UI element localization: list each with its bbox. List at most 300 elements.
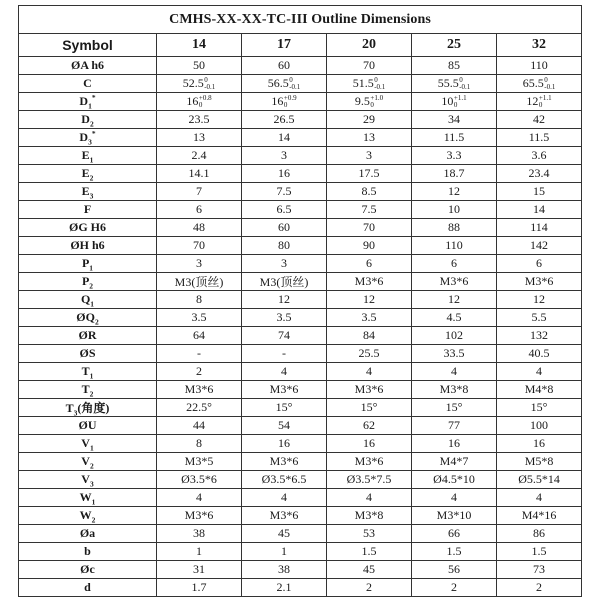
value-cell [412, 345, 497, 363]
value-text: 50 [193, 58, 205, 72]
value-text: - [282, 346, 286, 360]
value-cell [412, 435, 497, 453]
table-row [19, 165, 582, 183]
value-text: 45 [363, 562, 375, 576]
table-row [19, 183, 582, 201]
value-text: M3*6 [439, 274, 469, 288]
value-cell [497, 345, 582, 363]
value-text: 4 [536, 364, 543, 378]
table-row [19, 147, 582, 165]
value-text: 6.5 [276, 202, 292, 216]
value-text: 51.5 [352, 75, 374, 90]
value-text: 88 [448, 220, 460, 234]
value-cell [327, 579, 412, 597]
value-text: 6 [196, 202, 202, 216]
value-cell [327, 345, 412, 363]
value-text: Ø5.5*14 [518, 472, 560, 486]
value-cell [412, 57, 497, 75]
symbol-cell [19, 345, 157, 363]
value-text: 2 [451, 580, 457, 594]
symbol-cell [19, 165, 157, 183]
value-cell [497, 201, 582, 219]
symbol-subscript: 2 [89, 461, 94, 471]
value-cell [327, 129, 412, 147]
value-text: 12 [363, 292, 375, 306]
value-cell [412, 327, 497, 345]
symbol-subscript: 1 [89, 443, 94, 453]
value-cell [242, 579, 327, 597]
tolerance-lower: -0.1 [204, 83, 216, 92]
symbol-cell [19, 435, 157, 453]
symbol-text: V [81, 454, 90, 468]
table-row [19, 219, 582, 237]
table-row [19, 561, 582, 579]
value-cell [412, 525, 497, 543]
tolerance-lower: 0 [453, 101, 458, 110]
symbol-cell [19, 309, 157, 327]
tolerance [370, 95, 383, 109]
value-cell [327, 165, 412, 183]
value-cell [327, 255, 412, 273]
table-row [19, 273, 582, 291]
value-cell [412, 273, 497, 291]
value-text: 16 [448, 436, 460, 450]
value-cell [242, 435, 327, 453]
value-text: 84 [363, 328, 375, 342]
value-cell [157, 525, 242, 543]
symbol-cell [19, 399, 157, 417]
value-text: 74 [278, 328, 290, 342]
table-row [19, 435, 582, 453]
value-cell [497, 309, 582, 327]
value-text: 4 [366, 490, 372, 504]
value-cell [497, 435, 582, 453]
value-text: 7 [196, 184, 202, 198]
value-cell [242, 309, 327, 327]
tolerance-lower: -0.1 [459, 83, 471, 92]
value-cell [327, 309, 412, 327]
symbol-cell [19, 255, 157, 273]
value-text: M3*6 [269, 508, 299, 522]
symbol-subscript: 1 [89, 371, 94, 381]
symbol-text: ØH h6 [70, 238, 105, 252]
value-cell [497, 579, 582, 597]
value-text: 110 [445, 238, 463, 252]
value-text: M3*8 [439, 382, 469, 396]
value-cell [327, 93, 412, 111]
table-row [19, 327, 582, 345]
tolerance-upper: +1.0 [370, 94, 384, 103]
symbol-text: d [84, 580, 91, 594]
value-text: 29 [363, 112, 375, 126]
value-cell [157, 147, 242, 165]
value-text: 11.5 [443, 130, 465, 144]
value-text: 6 [536, 256, 543, 270]
value-text: 9.5 [354, 93, 370, 108]
tolerance-upper: 0 [289, 76, 293, 85]
value-text: 4 [536, 490, 543, 504]
symbol-suffix: (角度) [77, 401, 110, 415]
value-text: 132 [530, 328, 549, 342]
header-row [19, 34, 582, 57]
value-text: 100 [530, 418, 549, 432]
value-cell [497, 255, 582, 273]
value-cell [327, 147, 412, 165]
value-cell [412, 183, 497, 201]
value-text: 22.5° [186, 400, 212, 414]
value-text: 80 [278, 238, 290, 252]
value-text: 60 [278, 220, 290, 234]
value-cell [242, 453, 327, 471]
value-text: 62 [363, 418, 375, 432]
value-text: Ø3.5*6 [181, 472, 217, 486]
value-text: 14 [533, 202, 546, 216]
symbol-cell [19, 147, 157, 165]
value-cell [242, 471, 327, 489]
symbol-cell [19, 525, 157, 543]
value-cell [412, 129, 497, 147]
symbol-text: ØQ [76, 310, 95, 324]
value-text: M3*6 [354, 382, 384, 396]
table-row [19, 507, 582, 525]
table-row [19, 57, 582, 75]
value-cell [157, 363, 242, 381]
tolerance-upper: +1.1 [538, 94, 552, 103]
value-text: 102 [445, 328, 463, 342]
symbol-text: ØG H6 [68, 220, 106, 234]
value-text: M3*6 [269, 382, 299, 396]
value-text: 2 [196, 364, 202, 378]
value-cell [497, 183, 582, 201]
value-text: 70 [363, 220, 375, 234]
title-row [19, 6, 582, 34]
value-text: M3(顶丝) [174, 275, 224, 289]
value-cell [327, 219, 412, 237]
table-body [19, 57, 582, 597]
tolerance [459, 77, 470, 91]
value-cell [157, 489, 242, 507]
value-text: 85 [448, 58, 460, 72]
symbol-cell [19, 219, 157, 237]
value-cell [327, 111, 412, 129]
value-text: M4*8 [524, 382, 554, 396]
value-cell [497, 327, 582, 345]
symbol-text: ØS [79, 346, 96, 360]
tolerance-upper: 0 [544, 76, 548, 85]
value-text: M5*8 [524, 454, 554, 468]
value-cell [242, 129, 327, 147]
value-cell [497, 237, 582, 255]
symbol-subscript: 3 [89, 479, 94, 489]
value-text: 12 [533, 292, 546, 306]
tolerance-upper: 0 [374, 76, 378, 85]
symbol-cell [19, 363, 157, 381]
value-text: M4*7 [439, 454, 469, 468]
value-text: 2.1 [276, 580, 292, 594]
symbol-cell [19, 273, 157, 291]
value-cell [327, 291, 412, 309]
value-text: 8.5 [361, 184, 377, 198]
tolerance-lower: 0 [538, 101, 543, 110]
value-cell [157, 111, 242, 129]
value-text: 23.5 [188, 112, 210, 126]
value-text: 1.7 [191, 580, 207, 594]
symbol-cell [19, 417, 157, 435]
value-text: 60 [278, 58, 290, 72]
tolerance [539, 95, 552, 109]
value-text: 86 [533, 526, 546, 540]
value-cell [412, 579, 497, 597]
size-column-header: 17 [242, 34, 327, 57]
value-cell [242, 543, 327, 561]
value-cell [497, 561, 582, 579]
value-text: 55.5 [437, 75, 459, 90]
value-text: 2 [536, 580, 543, 594]
value-cell [412, 111, 497, 129]
table-row [19, 237, 582, 255]
value-text: 13 [193, 130, 205, 144]
table-row [19, 381, 582, 399]
symbol-text: P [81, 274, 90, 288]
table-row [19, 345, 582, 363]
value-text: Ø4.5*10 [433, 472, 475, 486]
value-cell [497, 471, 582, 489]
value-cell [242, 165, 327, 183]
symbol-text: T [81, 382, 90, 396]
value-text: 142 [530, 238, 549, 252]
value-cell [327, 183, 412, 201]
symbol-cell [19, 381, 157, 399]
dimensions-sheet [18, 5, 582, 598]
symbol-cell [19, 201, 157, 219]
table-row [19, 579, 582, 597]
tolerance-upper: 0 [459, 76, 463, 85]
value-text: 15° [530, 400, 548, 414]
value-text: 16 [186, 93, 199, 108]
symbol-subscript: 2 [94, 317, 99, 327]
value-text: 3 [196, 256, 202, 270]
value-cell [412, 165, 497, 183]
value-text: 7.5 [361, 202, 377, 216]
value-cell [327, 453, 412, 471]
value-text: 114 [530, 220, 548, 234]
value-text: 2.4 [191, 148, 207, 162]
value-text: 70 [363, 58, 375, 72]
value-cell [242, 111, 327, 129]
value-cell [242, 525, 327, 543]
value-cell [157, 561, 242, 579]
value-cell [157, 417, 242, 435]
value-cell [497, 129, 582, 147]
value-text: 4 [451, 364, 457, 378]
value-cell [157, 129, 242, 147]
value-cell [412, 255, 497, 273]
symbol-subscript: 1 [88, 101, 92, 111]
tolerance-lower: -0.1 [544, 83, 556, 92]
value-cell [157, 453, 242, 471]
value-text: 1.5 [446, 544, 462, 558]
symbol-text: F [83, 202, 92, 216]
value-text: 23.4 [528, 166, 550, 180]
symbol-cell [19, 75, 157, 93]
value-cell [242, 381, 327, 399]
value-text: - [197, 346, 201, 360]
value-text: 16 [533, 436, 546, 450]
value-text: M3(顶丝) [259, 275, 309, 289]
symbol-subscript: 2 [91, 515, 96, 525]
value-text: 15° [275, 400, 293, 414]
value-text: 3.6 [531, 148, 547, 162]
table-row [19, 399, 582, 417]
symbol-text: V [81, 472, 90, 486]
table-row [19, 417, 582, 435]
value-text: 42 [533, 112, 546, 126]
value-cell [497, 75, 582, 93]
symbol-text: D [79, 94, 89, 108]
symbol-cell [19, 453, 157, 471]
value-text: 33.5 [443, 346, 465, 360]
value-text: 15° [360, 400, 378, 414]
value-cell [412, 417, 497, 435]
tolerance-lower: -0.1 [289, 83, 301, 92]
value-cell [242, 489, 327, 507]
symbol-text: W [79, 490, 92, 504]
symbol-subscript: 2 [89, 119, 94, 129]
value-text: 56 [448, 562, 460, 576]
value-text: 8 [196, 292, 202, 306]
value-cell [497, 165, 582, 183]
value-cell [157, 57, 242, 75]
symbol-text: ØU [78, 418, 97, 432]
symbol-text: Q [80, 292, 91, 306]
symbol-cell [19, 291, 157, 309]
value-text: 38 [193, 526, 205, 540]
value-text: 13 [363, 130, 375, 144]
table-row [19, 129, 582, 147]
value-text: 12 [278, 292, 290, 306]
value-cell [497, 57, 582, 75]
value-text: M3*6 [354, 274, 384, 288]
value-cell [412, 291, 497, 309]
value-cell [242, 561, 327, 579]
value-text: 3 [281, 256, 287, 270]
symbol-text: E [81, 148, 90, 162]
value-cell [497, 399, 582, 417]
value-cell [412, 471, 497, 489]
value-cell [327, 237, 412, 255]
table-row [19, 201, 582, 219]
value-cell [157, 183, 242, 201]
symbol-text: D [79, 130, 89, 144]
table-row [19, 363, 582, 381]
value-text: 73 [533, 562, 546, 576]
value-text: 25.5 [358, 346, 380, 360]
symbol-cell [19, 129, 157, 147]
value-text: 4 [281, 364, 287, 378]
value-text: 52.5 [182, 75, 204, 90]
value-cell [327, 525, 412, 543]
value-text: M3*6 [524, 274, 554, 288]
symbol-text: E [81, 166, 90, 180]
value-cell [242, 237, 327, 255]
value-cell [412, 93, 497, 111]
value-cell [497, 507, 582, 525]
symbol-cell [19, 579, 157, 597]
value-cell [497, 417, 582, 435]
value-cell [327, 201, 412, 219]
value-cell [412, 489, 497, 507]
value-cell [157, 75, 242, 93]
value-text: 1.5 [531, 544, 547, 558]
symbol-cell [19, 93, 157, 111]
value-text: 40.5 [528, 346, 550, 360]
value-text: 66 [448, 526, 460, 540]
symbol-cell [19, 543, 157, 561]
tolerance-upper: +0.9 [283, 94, 297, 103]
value-text: 14.1 [188, 166, 210, 180]
value-text: 4 [451, 490, 457, 504]
value-cell [157, 543, 242, 561]
value-cell [327, 561, 412, 579]
value-text: 2 [366, 580, 372, 594]
value-cell [327, 417, 412, 435]
tolerance [284, 95, 297, 109]
symbol-cell [19, 507, 157, 525]
value-text: 12 [448, 184, 460, 198]
tolerance [454, 95, 467, 109]
value-text: 10 [448, 202, 460, 216]
value-cell [242, 417, 327, 435]
value-cell [242, 57, 327, 75]
value-text: 3 [366, 148, 372, 162]
tolerance-lower: 0 [198, 101, 203, 110]
symbol-cell [19, 327, 157, 345]
value-cell [327, 471, 412, 489]
value-text: 16 [271, 93, 284, 108]
value-text: 56.5 [267, 75, 289, 90]
value-text: M3*5 [184, 454, 214, 468]
value-cell [157, 579, 242, 597]
value-cell [497, 147, 582, 165]
value-text: 3.5 [191, 310, 207, 324]
value-cell [412, 453, 497, 471]
value-text: 48 [193, 220, 205, 234]
table-row [19, 309, 582, 327]
symbol-text: ØA h6 [70, 58, 104, 72]
value-text: 11.5 [528, 130, 550, 144]
table-row [19, 255, 582, 273]
symbol-text: b [84, 544, 91, 558]
value-text: M3*6 [184, 382, 214, 396]
value-cell [327, 489, 412, 507]
tolerance-lower: 0 [283, 101, 288, 110]
tolerance [289, 77, 300, 91]
value-text: 53 [363, 526, 375, 540]
value-text: 5.5 [531, 310, 547, 324]
value-text: 4.5 [446, 310, 462, 324]
value-text: 15 [533, 184, 546, 198]
table-row [19, 111, 582, 129]
value-cell [242, 201, 327, 219]
value-text: 12 [526, 93, 539, 108]
value-cell [157, 93, 242, 111]
tolerance-upper: +0.8 [198, 94, 212, 103]
symbol-text: T [81, 364, 90, 378]
value-text: M3*8 [354, 508, 384, 522]
value-text: M4*16 [521, 508, 557, 522]
value-cell [497, 543, 582, 561]
value-text: 12 [448, 292, 460, 306]
